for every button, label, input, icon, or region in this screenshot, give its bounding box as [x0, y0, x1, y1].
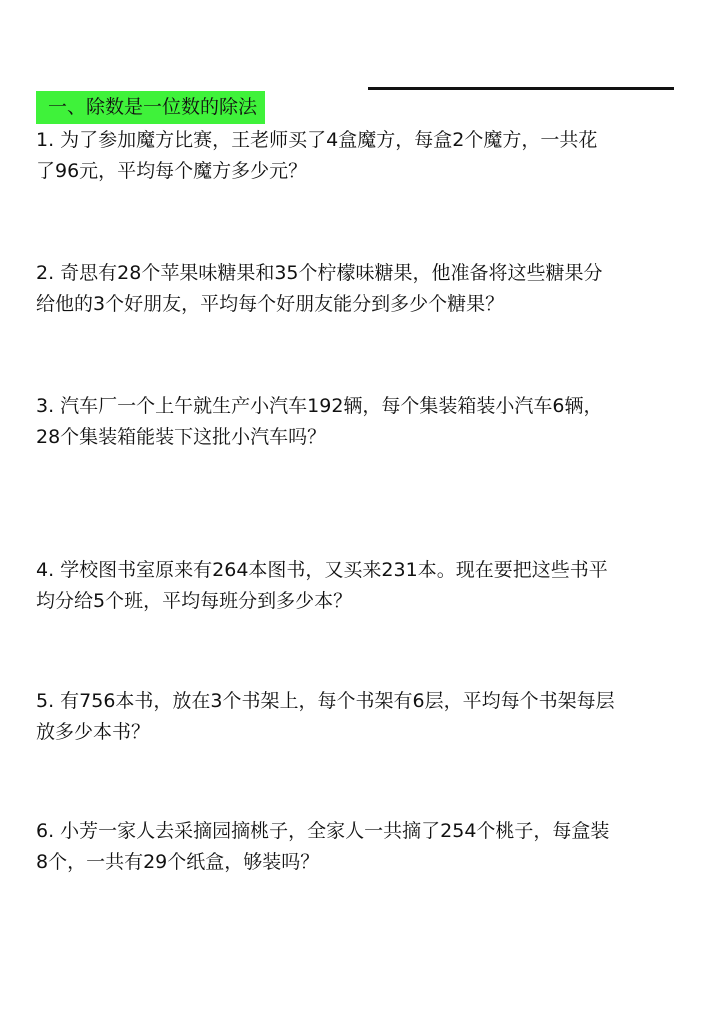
question-3-line-1: 3. 汽车厂一个上午就生产小汽车192辆，每个集装箱装小汽车6辆，: [36, 395, 603, 417]
question-1-line-1: 1. 为了参加魔方比赛，王老师买了4盒魔方，每盒2个魔方，一共花: [36, 129, 598, 151]
question-1: [36, 125, 696, 187]
question-2-line-1: 2. 奇思有28个苹果味糖果和35个柠檬味糖果，他准备将这些糖果分: [36, 262, 603, 284]
question-6-line-2: 8个，一共有29个纸盒，够装吗？: [36, 851, 320, 873]
question-4-line-1: 4. 学校图书室原来有264本图书，又买来231本。现在要把这些书平: [36, 559, 608, 581]
question-5: [36, 686, 696, 748]
question-2-line-2: 给他的3个好朋友，平均每个好朋友能分到多少个糖果？: [36, 293, 505, 315]
section-title: 一、除数是一位数的除法: [36, 91, 265, 124]
question-3: [36, 391, 696, 453]
question-3-line-2: 28个集装箱能装下这批小汽车吗？: [36, 426, 327, 448]
name-line: [368, 87, 674, 90]
question-6: [36, 816, 696, 878]
question-4: [36, 555, 696, 617]
question-5-line-2: 放多少本书？: [36, 721, 151, 743]
question-2: [36, 258, 696, 320]
question-1-line-2: 了96元，平均每个魔方多少元？: [36, 160, 308, 182]
question-5-line-1: 5. 有756本书，放在3个书架上，每个书架有6层，平均每个书架每层: [36, 690, 615, 712]
question-4-line-2: 均分给5个班，平均每班分到多少本？: [36, 590, 353, 612]
question-6-line-1: 6. 小芳一家人去采摘园摘桃子，全家人一共摘了254个桃子，每盒装: [36, 820, 610, 842]
